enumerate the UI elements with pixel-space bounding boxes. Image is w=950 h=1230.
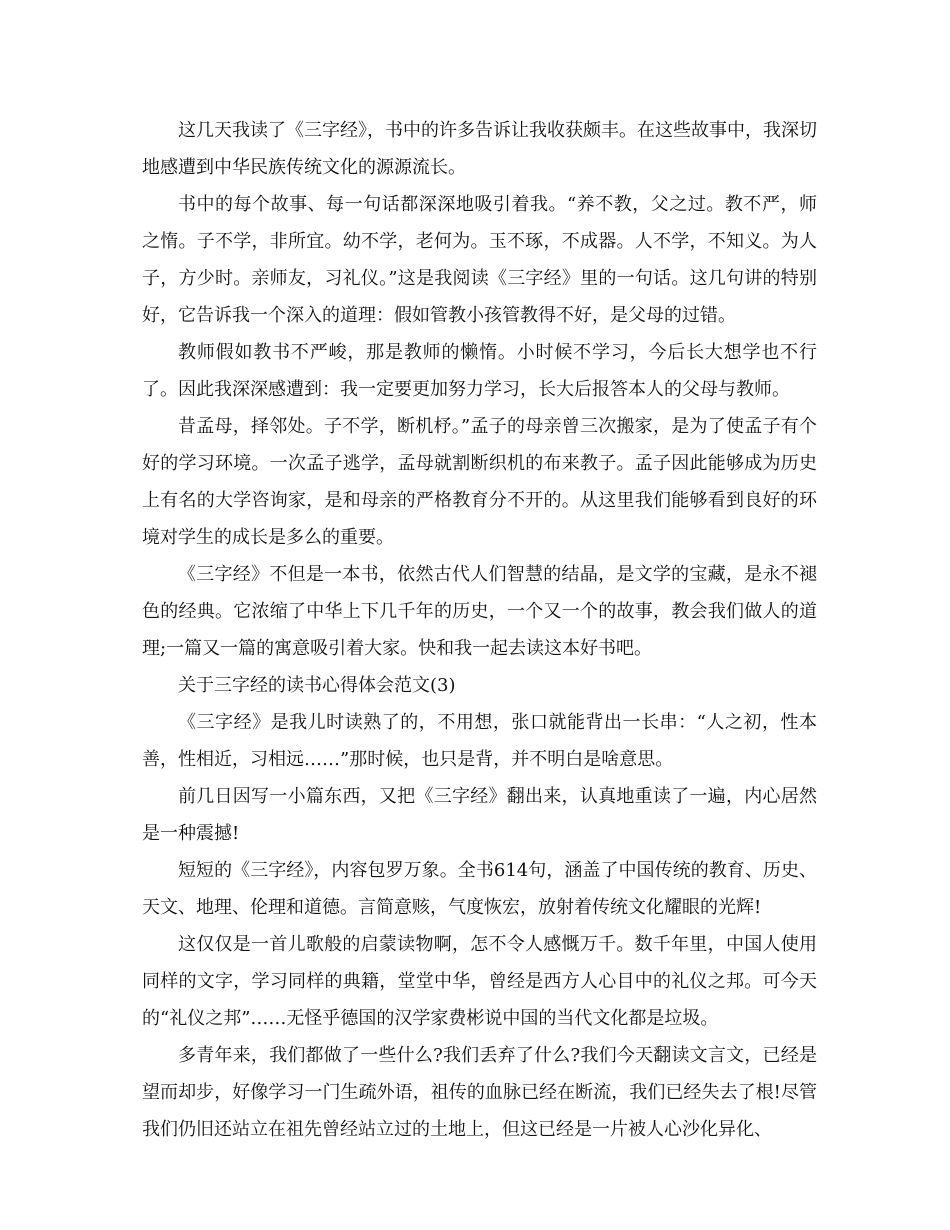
paragraph: 这几天我读了《三字经》，书中的许多告诉让我收获颇丰。在这些故事中，我深切地感遭到中华民族传统文化的源源流长。 xyxy=(142,120,817,178)
paragraph: 书中的每个故事、每一句话都深深地吸引着我。“养不教，父之过。教不严，师之惰。子不学，非所宜。幼不学，老何为。玉不琢，不成器。人不学，不知义。为人子，方少时。亲师友，习礼仪。”这是我阅读《三字经》里的一句话。这几句讲的特别好，它告诉我一个深入的道理：假如管教小孩管教得不好，是父母的过错。 xyxy=(142,194,817,326)
paragraph: 这仅仅是一首儿歌般的启蒙读物啊，怎不令人感慨万千。数千年里，中国人使用同样的文字，学习同样的典籍，堂堂中华，曾经是西方人心目中的礼仪之邦。可今天的“礼仪之邦”……无怪乎德国的汉学家费彬说中国的当代文化都是垃圾。 xyxy=(142,934,817,1029)
paragraph: 短短的《三字经》，内容包罗万象。全书614句，涵盖了中国传统的教育、历史、天文、地理、伦理和道德。言简意赅，气度恢宏，放射着传统文化耀眼的光辉! xyxy=(142,860,817,918)
paragraph: 多青年来，我们都做了一些什么?我们丢弃了什么?我们今天翻读文言文，已经是望而却步，好像学习一门生疏外语，祖传的血脉已经在断流，我们已经失去了根!尽管我们仍旧还站立在祖先曾经站立过的土地上，但这已经是一片被人心沙化异化、 xyxy=(142,1045,817,1140)
document-body xyxy=(142,112,817,1148)
paragraph: 教师假如教书不严峻，那是教师的懒惰。小时候不学习，今后长大想学也不行了。因此我深深感遭到：我一定要更加努力学习，长大后报答本人的父母与教师。 xyxy=(142,342,817,400)
paragraph: 《三字经》不但是一本书，依然古代人们智慧的结晶，是文学的宝藏，是永不褪色的经典。它浓缩了中华上下几千年的历史，一个又一个的故事，教会我们做人的道理;一篇又一篇的寓意吸引着大家。快和我一起去读这本好书吧。 xyxy=(142,564,817,659)
section-heading: 关于三字经的读书心得体会范文(3) xyxy=(178,675,456,696)
paragraph: 昔孟母，择邻处。子不学，断机杼。”孟子的母亲曾三次搬家，是为了使孟子有个好的学习环境。一次孟子逃学，孟母就割断织机的布来教子。孟子因此能够成为历史上有名的大学咨询家，是和母亲的严格教育分不开的。从这里我们能够看到良好的环境对学生的成长是多么的重要。 xyxy=(142,416,817,548)
paragraph: 前几日因写一小篇东西，又把《三字经》翻出来，认真地重读了一遍，内心居然是一种震撼! xyxy=(142,786,817,844)
paragraph: 《三字经》是我儿时读熟了的，不用想，张口就能背出一长串：“人之初，性本善，性相近，习相远……”那时候，也只是背，并不明白是啥意思。 xyxy=(142,712,817,770)
